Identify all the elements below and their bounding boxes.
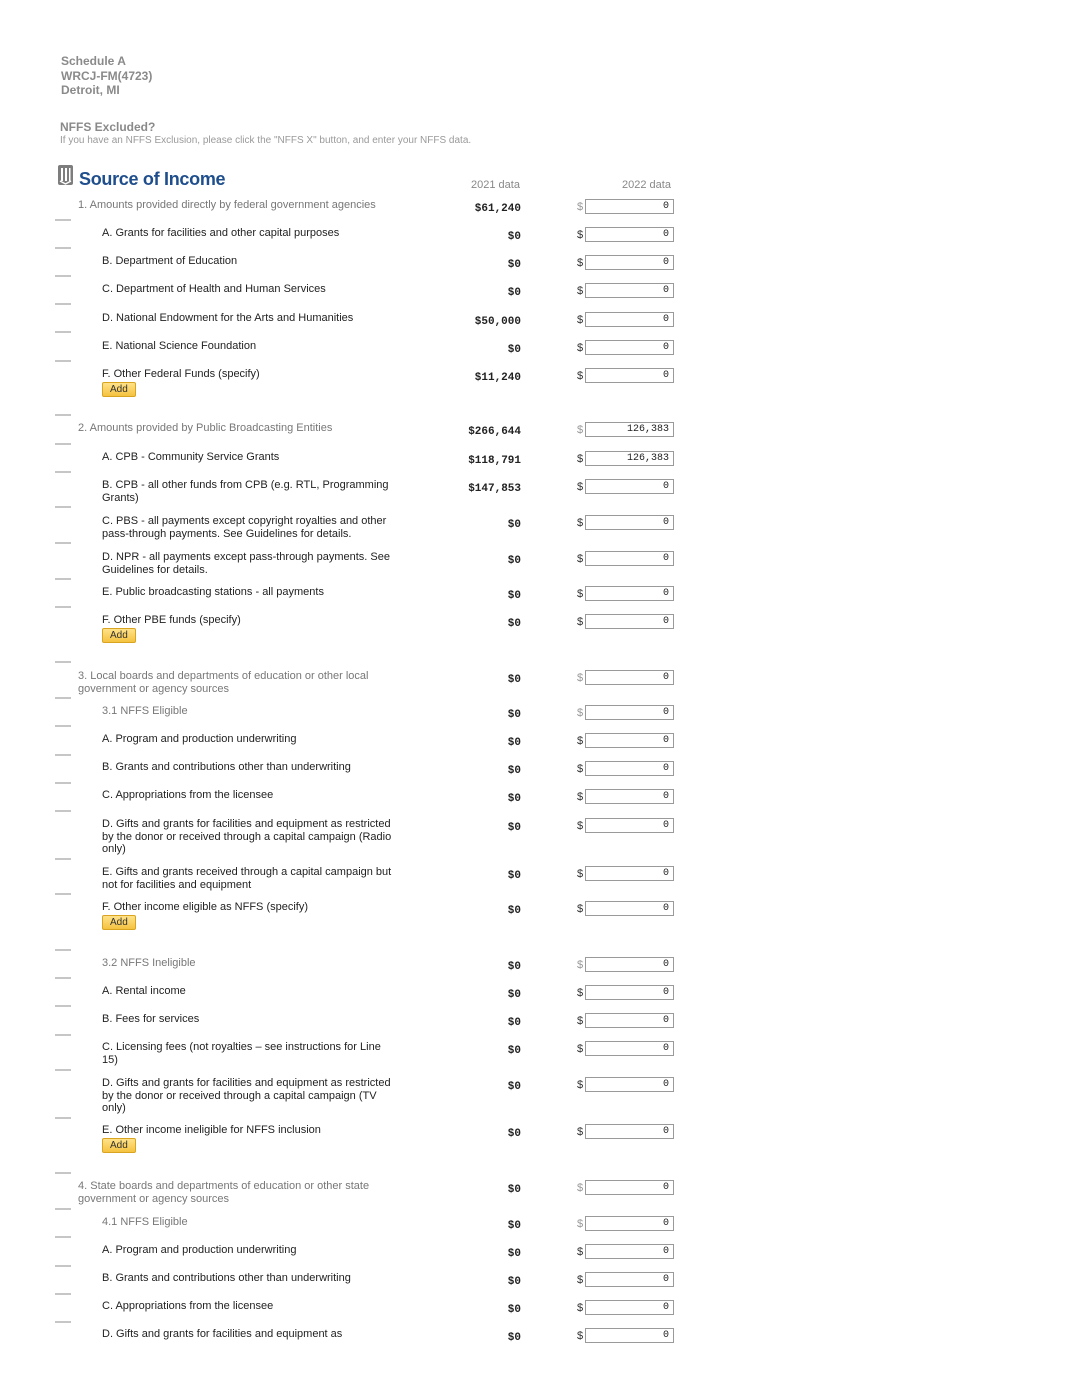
- row-divider: [55, 1208, 71, 1210]
- value-2021: $0: [507, 1017, 521, 1029]
- row-label: [102, 227, 397, 240]
- value-2022-input[interactable]: 0: [585, 866, 674, 881]
- row-label-text: A. CPB - Community Service Grants: [102, 451, 280, 463]
- currency-symbol: $: [577, 588, 584, 600]
- row-label-text: E. National Science Foundation: [102, 340, 257, 352]
- value-2022-input[interactable]: 0: [585, 479, 674, 494]
- value-2021: $0: [507, 709, 521, 721]
- add-button[interactable]: Add: [102, 382, 136, 397]
- value-2022-input[interactable]: 126,383: [585, 451, 674, 466]
- row-label-text: D. Gifts and grants for facilities and equipment as: [102, 1328, 343, 1340]
- currency-symbol: $: [577, 285, 584, 297]
- row-label: [102, 1041, 397, 1066]
- row-label: [102, 789, 397, 802]
- row-label-text: C. PBS - all payments except copyright royalties and other pass-through payments. See Guidelines for details.: [102, 515, 387, 540]
- row-label: [102, 586, 397, 599]
- value-2022-input[interactable]: 0: [585, 1124, 674, 1139]
- currency-symbol: $: [577, 229, 584, 241]
- row-label-text: 3.2 NFFS Ineligible: [102, 957, 196, 969]
- row-label: [102, 340, 397, 353]
- row-divider: [55, 1293, 71, 1295]
- row-label-text: 1. Amounts provided directly by federal government agencies: [78, 199, 376, 211]
- currency-symbol: $: [577, 903, 584, 915]
- row-label: [102, 985, 397, 998]
- value-2021: $0: [507, 519, 521, 531]
- row-divider: [55, 1117, 71, 1119]
- row-divider: [55, 606, 71, 608]
- currency-symbol: $: [577, 959, 584, 971]
- currency-symbol: $: [577, 1246, 584, 1258]
- row-label: [102, 733, 397, 746]
- row-label: [102, 818, 397, 856]
- value-2021: $0: [507, 618, 521, 630]
- row-divider: [55, 893, 71, 895]
- value-2021: $266,644: [468, 426, 521, 438]
- row-label-text: B. Fees for services: [102, 1013, 200, 1025]
- currency-symbol: $: [577, 987, 584, 999]
- value-2021: $0: [507, 1248, 521, 1260]
- nffs-excluded-label: NFFS Excluded?: [60, 120, 156, 134]
- schedule-name: Schedule A: [61, 54, 126, 68]
- value-2021: $0: [507, 822, 521, 834]
- row-label-text: 4. State boards and departments of education or other state government or agency sources: [78, 1180, 370, 1205]
- value-2022-input[interactable]: 0: [585, 1328, 674, 1343]
- row-label-text: B. Grants and contributions other than underwriting: [102, 761, 351, 773]
- value-2021: $0: [507, 590, 521, 602]
- row-divider: [55, 360, 71, 362]
- value-2022-input[interactable]: 0: [585, 957, 674, 972]
- row-label: [78, 422, 393, 435]
- value-2021: $0: [507, 1128, 521, 1140]
- station-location: Detroit, MI: [61, 83, 120, 97]
- currency-symbol: $: [577, 201, 584, 213]
- currency-symbol: $: [577, 1218, 584, 1230]
- row-divider: [55, 697, 71, 699]
- row-divider: [55, 303, 71, 305]
- row-label-text: D. Gifts and grants for facilities and equipment as restricted by the donor or received through a capital campaign (TV only): [102, 1077, 391, 1114]
- row-label: [102, 1013, 397, 1026]
- row-divider: [55, 949, 71, 951]
- add-button[interactable]: Add: [102, 628, 136, 643]
- column-header-2022: 2022 data: [622, 179, 671, 191]
- row-label: [102, 1272, 397, 1285]
- value-2022-input[interactable]: 0: [585, 515, 674, 530]
- row-label-text: A. Program and production underwriting: [102, 733, 297, 745]
- row-label-text: C. Appropriations from the licensee: [102, 789, 274, 801]
- row-divider: [55, 443, 71, 445]
- row-label: [102, 283, 397, 296]
- row-label: [102, 901, 397, 930]
- nffs-exclusion-note: If you have an NFFS Exclusion, please click the "NFFS X" button, and enter your NFFS data.: [60, 135, 472, 146]
- row-divider: [55, 1172, 71, 1174]
- row-divider: [55, 331, 71, 333]
- row-divider: [55, 1069, 71, 1071]
- currency-symbol: $: [577, 791, 584, 803]
- row-label-text: 4.1 NFFS Eligible: [102, 1216, 188, 1228]
- row-label: [102, 312, 397, 325]
- add-button[interactable]: Add: [102, 915, 136, 930]
- currency-symbol: $: [577, 1079, 584, 1091]
- row-divider: [55, 219, 71, 221]
- value-2021: $0: [507, 765, 521, 777]
- currency-symbol: $: [577, 616, 584, 628]
- row-label: [102, 1300, 397, 1313]
- row-label-text: B. CPB - all other funds from CPB (e.g. RTL, Programming Grants): [102, 479, 389, 504]
- value-2021: $11,240: [474, 372, 521, 384]
- value-2022-input[interactable]: 0: [585, 255, 674, 270]
- row-label-text: D. NPR - all payments except pass-through payments. See Guidelines for details.: [102, 551, 390, 576]
- currency-symbol: $: [577, 1182, 584, 1194]
- value-2022-input[interactable]: 0: [585, 733, 674, 748]
- currency-symbol: $: [577, 424, 584, 436]
- value-2021: $0: [507, 1276, 521, 1288]
- row-label: [78, 199, 393, 212]
- value-2022-input[interactable]: 126,383: [585, 422, 674, 437]
- row-divider: [55, 1034, 71, 1036]
- row-divider: [55, 782, 71, 784]
- currency-symbol: $: [577, 672, 584, 684]
- value-2021: $0: [507, 989, 521, 1001]
- value-2022-input[interactable]: 0: [585, 818, 674, 833]
- row-divider: [55, 1321, 71, 1323]
- currency-symbol: $: [577, 342, 584, 354]
- row-label: [78, 1180, 393, 1205]
- currency-symbol: $: [577, 481, 584, 493]
- value-2022-input[interactable]: 0: [585, 901, 674, 916]
- value-2022-input[interactable]: 0: [585, 1244, 674, 1259]
- value-2022-input[interactable]: 0: [585, 227, 674, 242]
- currency-symbol: $: [577, 707, 584, 719]
- row-divider: [55, 542, 71, 544]
- row-label: [102, 451, 397, 464]
- value-2021: $147,853: [468, 483, 521, 495]
- value-2022-input[interactable]: 0: [585, 1180, 674, 1195]
- row-label-text: A. Rental income: [102, 985, 186, 997]
- row-label: [102, 551, 397, 576]
- currency-symbol: $: [577, 517, 584, 529]
- row-divider: [55, 1236, 71, 1238]
- row-label-text: E. Public broadcasting stations - all payments: [102, 586, 324, 598]
- value-2022-input[interactable]: 0: [585, 283, 674, 298]
- value-2021: $0: [507, 1045, 521, 1057]
- row-label: [102, 1124, 397, 1153]
- column-header-2021: 2021 data: [471, 179, 520, 191]
- currency-symbol: $: [577, 1015, 584, 1027]
- row-label-text: D. National Endowment for the Arts and Humanities: [102, 312, 354, 324]
- row-label: [102, 255, 397, 268]
- currency-symbol: $: [577, 735, 584, 747]
- row-label-text: A. Grants for facilities and other capital purposes: [102, 227, 340, 239]
- row-label: [102, 515, 397, 540]
- row-label: [102, 368, 397, 397]
- value-2022-input[interactable]: 0: [585, 1272, 674, 1287]
- currency-symbol: $: [577, 314, 584, 326]
- value-2022-input[interactable]: 0: [585, 614, 674, 629]
- currency-symbol: $: [577, 1330, 584, 1342]
- currency-symbol: $: [577, 1126, 584, 1138]
- currency-symbol: $: [577, 257, 584, 269]
- row-label: [102, 614, 397, 643]
- value-2021: $0: [507, 555, 521, 567]
- currency-symbol: $: [577, 453, 584, 465]
- row-label-text: D. Gifts and grants for facilities and equipment as restricted by the donor or received through a capital campaign (Radio only): [102, 818, 392, 855]
- value-2022-input[interactable]: 0: [585, 1300, 674, 1315]
- value-2022-input[interactable]: 0: [585, 789, 674, 804]
- row-label-text: B. Grants and contributions other than underwriting: [102, 1272, 351, 1284]
- value-2022-input[interactable]: 0: [585, 551, 674, 566]
- value-2022-input[interactable]: 0: [585, 985, 674, 1000]
- row-divider: [55, 414, 71, 416]
- value-2021: $0: [507, 1184, 521, 1196]
- currency-symbol: $: [577, 553, 584, 565]
- row-divider: [55, 858, 71, 860]
- currency-symbol: $: [577, 1302, 584, 1314]
- row-divider: [55, 1005, 71, 1007]
- value-2021: $0: [507, 259, 521, 271]
- row-label-text: E. Gifts and grants received through a capital campaign but not for facilities and equipment: [102, 866, 392, 891]
- currency-symbol: $: [577, 1274, 584, 1286]
- row-divider: [55, 725, 71, 727]
- row-divider: [55, 977, 71, 979]
- add-button[interactable]: Add: [102, 1138, 136, 1153]
- station-callsign: WRCJ-FM(4723): [61, 68, 153, 83]
- value-2022-input[interactable]: 0: [585, 368, 674, 383]
- row-label-text: B. Department of Education: [102, 255, 238, 267]
- currency-symbol: $: [577, 1043, 584, 1055]
- value-2021: $118,791: [468, 455, 521, 467]
- value-2021: $0: [507, 870, 521, 882]
- row-label-text: C. Licensing fees (not royalties – see instructions for Line 15): [102, 1041, 381, 1066]
- value-2022-input[interactable]: 0: [585, 312, 674, 327]
- row-label: [102, 705, 397, 718]
- currency-symbol: $: [577, 763, 584, 775]
- value-2022-input[interactable]: 0: [585, 1013, 674, 1028]
- currency-symbol: $: [577, 820, 584, 832]
- value-2021: $0: [507, 1332, 521, 1344]
- currency-symbol: $: [577, 868, 584, 880]
- value-2022-input[interactable]: 0: [585, 705, 674, 720]
- value-2021: $0: [507, 1081, 521, 1093]
- row-divider: [55, 1265, 71, 1267]
- row-divider: [55, 661, 71, 663]
- row-label-text: 3.1 NFFS Eligible: [102, 705, 188, 717]
- value-2021: $0: [507, 231, 521, 243]
- value-2022-input[interactable]: 0: [585, 340, 674, 355]
- row-label-text: E. Other income ineligible for NFFS inclusion: [102, 1124, 321, 1136]
- value-2021: $0: [507, 344, 521, 356]
- row-label-text: F. Other PBE funds (specify): [102, 614, 241, 626]
- value-2022-input[interactable]: 0: [585, 1077, 674, 1092]
- value-2021: $50,000: [474, 316, 521, 328]
- value-2021: $0: [507, 905, 521, 917]
- value-2022-input[interactable]: 0: [585, 670, 674, 685]
- row-label: [102, 866, 397, 891]
- row-divider: [55, 275, 71, 277]
- value-2021: $0: [507, 961, 521, 973]
- row-label-text: F. Other income eligible as NFFS (specify): [102, 901, 309, 913]
- row-divider: [55, 810, 71, 812]
- row-label: [102, 957, 397, 970]
- value-2021: $0: [507, 674, 521, 686]
- row-divider: [55, 471, 71, 473]
- value-2021: $0: [507, 287, 521, 299]
- row-divider: [55, 754, 71, 756]
- row-divider: [55, 578, 71, 580]
- row-label: [78, 670, 393, 695]
- row-label-text: 2. Amounts provided by Public Broadcasting Entities: [78, 422, 333, 434]
- currency-symbol: $: [577, 370, 584, 382]
- value-2021: $61,240: [474, 203, 521, 215]
- row-label: [102, 1328, 397, 1341]
- row-label: [102, 1244, 397, 1257]
- value-2022-input[interactable]: 0: [585, 199, 674, 214]
- row-label-text: C. Department of Health and Human Services: [102, 283, 326, 295]
- value-2022-input[interactable]: 0: [585, 1041, 674, 1056]
- value-2022-input[interactable]: 0: [585, 761, 674, 776]
- row-label-text: A. Program and production underwriting: [102, 1244, 297, 1256]
- value-2022-input[interactable]: 0: [585, 586, 674, 601]
- row-label-text: C. Appropriations from the licensee: [102, 1300, 274, 1312]
- row-label: [102, 1216, 397, 1229]
- row-divider: [55, 506, 71, 508]
- row-label: [102, 1077, 397, 1115]
- row-label: [102, 761, 397, 774]
- section-title: Source of Income: [79, 169, 226, 189]
- row-divider: [55, 247, 71, 249]
- value-2021: $0: [507, 793, 521, 805]
- value-2021: $0: [507, 1304, 521, 1316]
- row-label-text: 3. Local boards and departments of education or other local government or agency sources: [78, 670, 369, 695]
- value-2022-input[interactable]: 0: [585, 1216, 674, 1231]
- row-label: [102, 479, 397, 504]
- value-2021: $0: [507, 737, 521, 749]
- row-label-text: F. Other Federal Funds (specify): [102, 368, 260, 380]
- value-2021: $0: [507, 1220, 521, 1232]
